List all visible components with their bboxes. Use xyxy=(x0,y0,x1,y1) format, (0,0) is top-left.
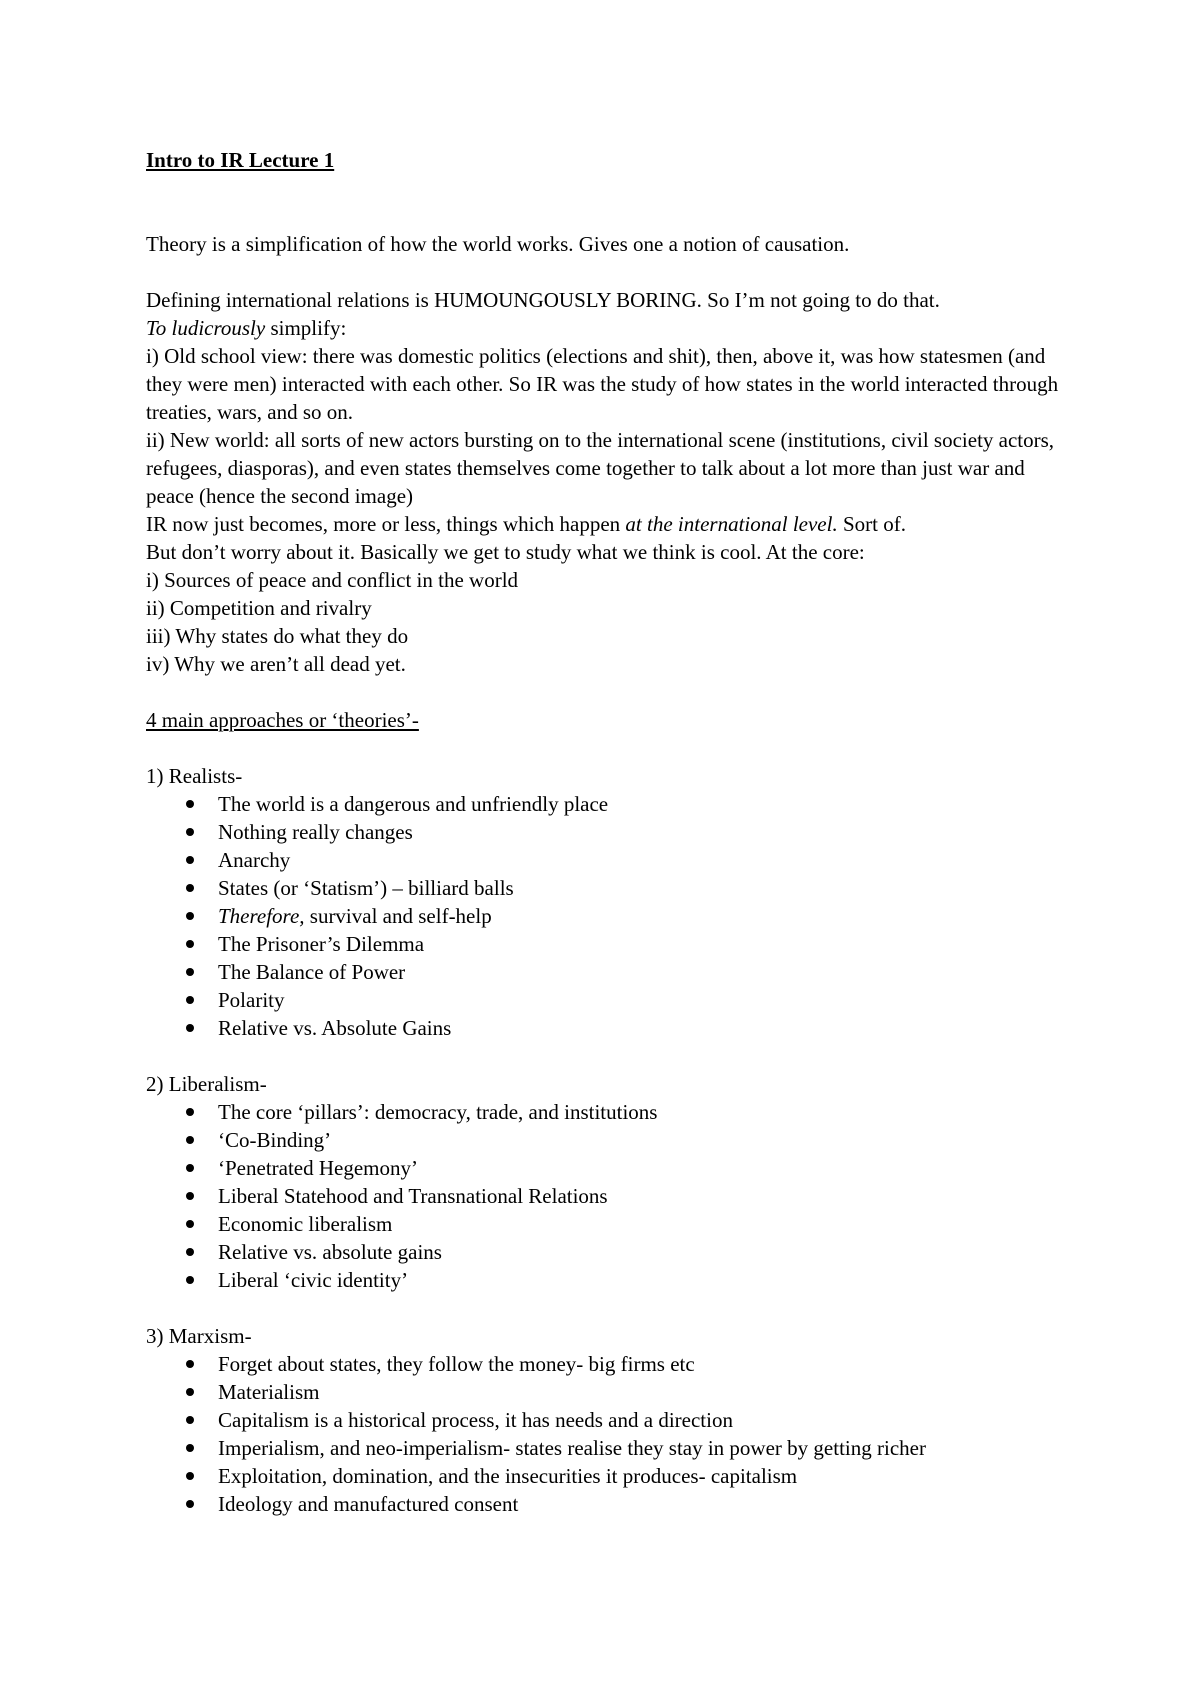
simplify-rest: simplify: xyxy=(265,316,347,340)
bullet-icon xyxy=(186,940,194,948)
document-body xyxy=(146,146,1066,1518)
liberalism-heading: 2) Liberalism- xyxy=(146,1072,267,1096)
document-title: Intro to IR Lecture 1 xyxy=(146,148,335,172)
bullet-icon xyxy=(186,912,194,920)
list-item: Therefore, survival and self-help xyxy=(146,902,1066,930)
bullet-icon xyxy=(186,1360,194,1368)
list-item: The Prisoner’s Dilemma xyxy=(146,930,1066,958)
bullet-icon xyxy=(186,1444,194,1452)
list-item: Capitalism is a historical process, it has needs and a direction xyxy=(146,1406,1066,1434)
bullet-icon xyxy=(186,1248,194,1256)
paragraph-simplify xyxy=(146,314,1066,342)
ir-now-end: Sort of. xyxy=(837,512,906,536)
core-item: iv) Why we aren’t all dead yet. xyxy=(146,652,406,676)
realists-list xyxy=(146,790,1066,1042)
list-item: Relative vs. Absolute Gains xyxy=(146,1014,1066,1042)
ir-now-italic: at the international level. xyxy=(625,512,838,536)
list-item: ‘Co-Binding’ xyxy=(146,1126,1066,1154)
bullet-icon xyxy=(186,1164,194,1172)
list-item: Relative vs. absolute gains xyxy=(146,1238,1066,1266)
bullet-icon xyxy=(186,968,194,976)
paragraph-but-dont-worry: But don’t worry about it. Basically we get to study what we think is cool. At the core: xyxy=(146,540,865,564)
bullet-icon xyxy=(186,1024,194,1032)
bullet-icon xyxy=(186,1192,194,1200)
bullet-icon xyxy=(186,1500,194,1508)
list-item: Economic liberalism xyxy=(146,1210,1066,1238)
list-item: The world is a dangerous and unfriendly place xyxy=(146,790,1066,818)
bullet-icon xyxy=(186,1136,194,1144)
list-item: Forget about states, they follow the money- big firms etc xyxy=(146,1350,1066,1378)
bullet-icon xyxy=(186,1472,194,1480)
realists-heading: 1) Realists- xyxy=(146,764,243,788)
simplify-italic: To ludicrously xyxy=(146,316,266,340)
core-item: iii) Why states do what they do xyxy=(146,624,409,648)
bullet-icon xyxy=(186,800,194,808)
list-item: Liberal Statehood and Transnational Relations xyxy=(146,1182,1066,1210)
list-item: Polarity xyxy=(146,986,1066,1014)
list-item: The Balance of Power xyxy=(146,958,1066,986)
bullet-icon xyxy=(186,884,194,892)
list-item: Exploitation, domination, and the insecurities it produces- capitalism xyxy=(146,1462,1066,1490)
bullet-icon xyxy=(186,996,194,1004)
list-item: Ideology and manufactured consent xyxy=(146,1490,1066,1518)
list-item: Imperialism, and neo-imperialism- states realise they stay in power by getting richer xyxy=(146,1434,1066,1462)
marxism-heading: 3) Marxism- xyxy=(146,1324,252,1348)
bullet-icon xyxy=(186,828,194,836)
list-item: The core ‘pillars’: democracy, trade, and institutions xyxy=(146,1098,1066,1126)
ir-now-start: IR now just becomes, more or less, things which happen xyxy=(146,512,626,536)
list-item: Liberal ‘civic identity’ xyxy=(146,1266,1066,1294)
approaches-heading: 4 main approaches or ‘theories’- xyxy=(146,708,419,732)
liberalism-list xyxy=(146,1098,1066,1294)
list-item: Nothing really changes xyxy=(146,818,1066,846)
list-item: States (or ‘Statism’) – billiard balls xyxy=(146,874,1066,902)
bullet-icon xyxy=(186,1276,194,1284)
paragraph-theory: Theory is a simplification of how the world works. Gives one a notion of causation. xyxy=(146,232,850,256)
bullet-icon xyxy=(186,1388,194,1396)
list-item: ‘Penetrated Hegemony’ xyxy=(146,1154,1066,1182)
list-item: Anarchy xyxy=(146,846,1066,874)
core-item: ii) Competition and rivalry xyxy=(146,596,372,620)
paragraph-ir-now xyxy=(146,510,1066,538)
core-item: i) Sources of peace and conflict in the world xyxy=(146,568,519,592)
bullet-icon xyxy=(186,1416,194,1424)
bullet-icon xyxy=(186,856,194,864)
bullet-icon xyxy=(186,1220,194,1228)
paragraph-new-world: ii) New world: all sorts of new actors bursting on to the international scene (institutions, civil society actors, refugees, diasporas), and even states themselves come together to talk about a lot more than just war and peace (hence the second image) xyxy=(146,428,1055,508)
bullet-icon xyxy=(186,1108,194,1116)
list-item: Materialism xyxy=(146,1378,1066,1406)
paragraph-old-school-view: i) Old school view: there was domestic politics (elections and shit), then, above it, was how statesmen (and they were men) interacted with each other. So IR was the study of how states in the world interacted through treaties, wars, and so on. xyxy=(146,344,1059,424)
paragraph-defining-ir: Defining international relations is HUMOUNGOUSLY BORING. So I’m not going to do that. xyxy=(146,288,940,312)
marxism-list xyxy=(146,1350,1066,1518)
